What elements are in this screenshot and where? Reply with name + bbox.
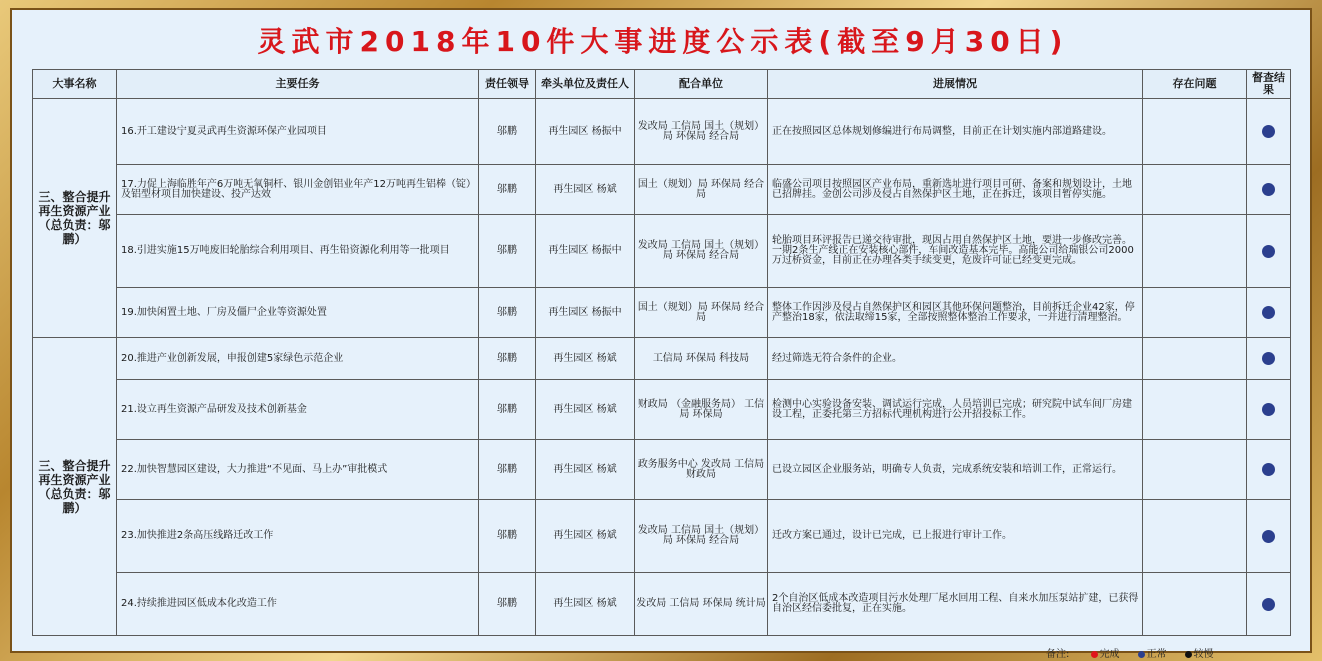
issue-cell [1143, 165, 1247, 215]
progress-cell [768, 440, 1143, 500]
task-cell [117, 500, 479, 573]
coop-cell [635, 380, 768, 440]
task-cell [117, 165, 479, 215]
leader-text: 邬鹏 [497, 245, 517, 256]
header-leader: 责任领导 [479, 70, 536, 99]
leader-cell [479, 165, 536, 215]
table-row [33, 338, 1291, 380]
group-cell: 三、整合提升再生资源产业（总负责：邬鹏） [33, 338, 117, 636]
result-cell [1247, 338, 1291, 380]
task-text: 20.推进产业创新发展，申报创建5家绿色示范企业 [121, 352, 344, 364]
task-text: 19.加快闲置土地、厂房及僵尸企业等资源处置 [121, 306, 327, 318]
status-dot-icon [1262, 463, 1275, 476]
coop-cell [635, 215, 768, 288]
issue-cell [1143, 338, 1247, 380]
coop-cell [635, 338, 768, 380]
leader-text: 邬鹏 [497, 463, 517, 475]
legend-dot-icon [1091, 651, 1098, 658]
progress-cell [768, 165, 1143, 215]
task-cell [117, 338, 479, 380]
table-header [33, 70, 1291, 99]
progress-text: 检测中心实验设备安装、调试运行完成，人员培训已完成；研究院中试车间厂房建设工程，正委托第三方招标代理机构进行公开招投标工作。 [772, 398, 1132, 420]
progress-text: 经过筛选无符合条件的企业。 [772, 352, 902, 364]
result-cell [1247, 165, 1291, 215]
legend-item-label: 正常 [1146, 649, 1167, 660]
task-cell [117, 440, 479, 500]
issue-cell [1143, 573, 1247, 636]
status-dot-icon [1262, 403, 1275, 416]
progress-cell [768, 288, 1143, 338]
issue-cell [1143, 500, 1247, 573]
leader-cell [479, 288, 536, 338]
result-cell [1247, 288, 1291, 338]
task-cell [117, 573, 479, 636]
status-dot-icon [1262, 530, 1275, 543]
leader-cell [479, 215, 536, 288]
issue-cell [1143, 440, 1247, 500]
lead-unit-cell [536, 440, 635, 500]
table-row [33, 380, 1291, 440]
progress-text: 2个自治区低成本改造项目污水处理厂尾水回用工程、自来水加压泵站扩建，已获得自治区经信委批复，正在实施。 [772, 593, 1139, 614]
task-cell [117, 288, 479, 338]
task-text: 24.持续推进园区低成本化改造工作 [121, 598, 277, 609]
progress-text: 已设立园区企业服务站，明确专人负责，完成系统安装和培训工作，正常运行。 [772, 463, 1122, 475]
task-text: 16.开工建设宁夏灵武再生资源环保产业园项目 [121, 125, 327, 137]
coop-text: 发改局 工信局 环保局 统计局 [636, 598, 766, 609]
progress-cell [768, 573, 1143, 636]
header-progress: 进展情况 [768, 70, 1143, 99]
status-dot-icon [1262, 125, 1275, 138]
group-cell: 三、整合提升再生资源产业（总负责：邬鹏） [33, 99, 117, 338]
progress-cell [768, 99, 1143, 165]
lead-unit-text: 再生园区 杨斌 [553, 598, 617, 609]
task-text: 23.加快推进2条高压线路迁改工作 [121, 530, 274, 541]
task-cell [117, 215, 479, 288]
progress-cell [768, 500, 1143, 573]
leader-cell [479, 380, 536, 440]
lead-unit-text: 再生园区 杨振中 [548, 245, 622, 256]
lead-unit-text: 再生园区 杨斌 [553, 463, 617, 475]
legend-dot-icon [1138, 651, 1145, 658]
table-row [33, 215, 1291, 288]
lead-unit-cell [536, 573, 635, 636]
legend-label: 备注: [1046, 649, 1070, 660]
leader-cell [479, 99, 536, 165]
leader-text: 邬鹏 [497, 125, 517, 137]
lead-unit-text: 再生园区 杨斌 [553, 530, 617, 541]
table-row [33, 99, 1291, 165]
coop-text: 工信局 环保局 科技局 [652, 352, 750, 364]
board [10, 8, 1312, 660]
legend-dot-icon [1185, 651, 1192, 658]
coop-cell [635, 440, 768, 500]
header-task: 主要任务 [117, 70, 479, 99]
progress-cell [768, 380, 1143, 440]
coop-text: 发改局 工信局 国土（规划）局 环保局 经合局 [637, 525, 765, 546]
status-dot-icon [1262, 352, 1275, 365]
lead-unit-cell [536, 165, 635, 215]
status-dot-icon [1262, 598, 1275, 611]
coop-cell [635, 99, 768, 165]
header-result: 督查结果 [1247, 70, 1291, 99]
leader-text: 邬鹏 [497, 306, 517, 318]
coop-text: 发改局 工信局 国土（规划）局 环保局 经合局 [637, 120, 765, 142]
status-dot-icon [1262, 306, 1275, 319]
result-cell [1247, 380, 1291, 440]
result-cell [1247, 440, 1291, 500]
task-text: 17.力促上海临胜年产6万吨无氧铜杆、银川金创铝业年产12万吨再生铝棒（锭）及铝型材项目加快建设、投产达效 [121, 178, 471, 200]
lead-unit-text: 再生园区 杨斌 [553, 403, 617, 415]
table-row [33, 440, 1291, 500]
leader-text: 邬鹏 [497, 598, 517, 609]
coop-cell [635, 165, 768, 215]
leader-cell [479, 500, 536, 573]
legend [1046, 645, 1214, 660]
progress-text: 临盛公司项目按照园区产业布局，重新选址进行项目可研、备案和规划设计，土地已招牌挂。金创公司涉及侵占自然保护区土地，正在拆迁，该项目暂停实施。 [772, 178, 1132, 200]
coop-text: 政务服务中心 发改局 工信局 财政局 [637, 458, 765, 480]
table-row [33, 288, 1291, 338]
coop-cell [635, 288, 768, 338]
result-cell [1247, 573, 1291, 636]
status-dot-icon [1262, 245, 1275, 258]
result-cell [1247, 99, 1291, 165]
coop-cell [635, 573, 768, 636]
lead-unit-cell [536, 288, 635, 338]
status-dot-icon [1262, 183, 1275, 196]
progress-text: 迁改方案已通过，设计已完成，已上报进行审计工作。 [772, 530, 1012, 541]
legend-item-label: 较慢 [1193, 649, 1214, 660]
task-cell [117, 99, 479, 165]
header-coop: 配合单位 [635, 70, 768, 99]
header-category: 大事名称 [33, 70, 117, 99]
issue-cell [1143, 99, 1247, 165]
lead-unit-cell [536, 380, 635, 440]
lead-unit-cell [536, 338, 635, 380]
progress-cell [768, 338, 1143, 380]
table-row [33, 165, 1291, 215]
progress-text: 轮胎项目环评报告已递交待审批，现因占用自然保护区土地，要进一步修改完善。一期2条生产线正在安装核心部件，车间改造基本完毕。高能公司给瑞银公司2000万过桥资金，目前正在办理各类手续变更，危废许可证已经变更完成。 [772, 235, 1134, 266]
leader-cell [479, 440, 536, 500]
lead-unit-text: 再生园区 杨斌 [553, 183, 617, 195]
coop-text: 国土（规划）局 环保局 经合局 [637, 301, 765, 323]
lead-unit-cell [536, 215, 635, 288]
issue-cell [1143, 380, 1247, 440]
coop-text: 发改局 工信局 国土（规划）局 环保局 经合局 [637, 240, 765, 261]
leader-cell [479, 338, 536, 380]
lead-unit-cell [536, 500, 635, 573]
lead-unit-text: 再生园区 杨振中 [548, 306, 622, 318]
header-lead-unit: 牵头单位及责任人 [536, 70, 635, 99]
page-title: 灵武市2018年10件大事进度公示表(截至9月30日) [257, 25, 1069, 58]
leader-text: 邬鹏 [497, 352, 517, 364]
progress-text: 整体工作因涉及侵占自然保护区和园区其他环保问题整治，目前拆迁企业42家，停产整治18家，依法取缔15家，全部按照整体整治工作要求，一并进行清理整治。 [772, 301, 1135, 323]
table-row [33, 500, 1291, 573]
task-text: 18.引进实施15万吨废旧轮胎综合利用项目、再生铅资源化利用等一批项目 [121, 245, 450, 256]
coop-text: 国土（规划）局 环保局 经合局 [637, 178, 765, 200]
issue-cell [1143, 215, 1247, 288]
task-text: 22.加快智慧园区建设，大力推进“不见面、马上办”审批模式 [121, 463, 388, 475]
result-cell [1247, 215, 1291, 288]
header-issues: 存在问题 [1143, 70, 1247, 99]
leader-cell [479, 573, 536, 636]
progress-text: 正在按照园区总体规划修编进行布局调整，目前正在计划实施内部道路建设。 [772, 125, 1112, 137]
leader-text: 邬鹏 [497, 530, 517, 541]
coop-cell [635, 500, 768, 573]
task-text: 21.设立再生资源产品研发及技术创新基金 [121, 403, 307, 415]
lead-unit-text: 再生园区 杨振中 [548, 125, 622, 137]
lead-unit-text: 再生园区 杨斌 [553, 352, 617, 364]
leader-text: 邬鹏 [497, 183, 517, 195]
result-cell [1247, 500, 1291, 573]
progress-table [32, 69, 1291, 636]
lead-unit-cell [536, 99, 635, 165]
progress-cell [768, 215, 1143, 288]
issue-cell [1143, 288, 1247, 338]
table-row [33, 573, 1291, 636]
coop-text: 财政局 （金融服务局） 工信局 环保局 [637, 398, 765, 420]
leader-text: 邬鹏 [497, 403, 517, 415]
legend-item-label: 完成 [1099, 649, 1120, 660]
task-cell [117, 380, 479, 440]
